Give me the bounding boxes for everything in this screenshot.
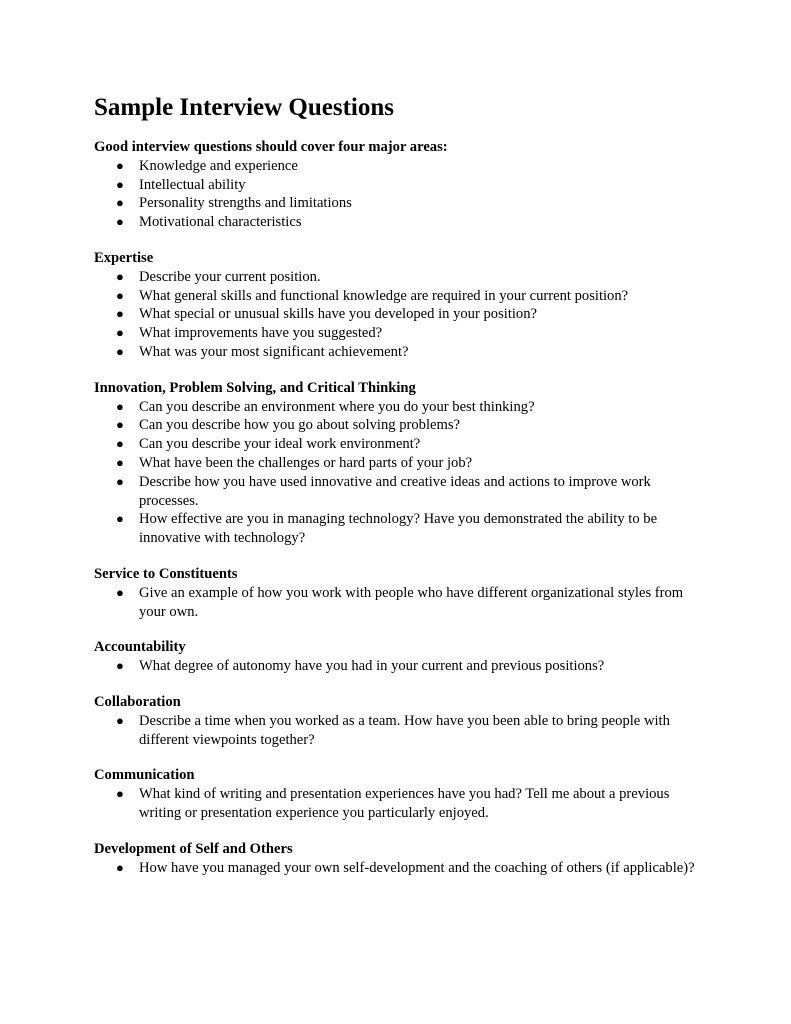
list-item bbox=[94, 859, 704, 878]
page-title: Sample Interview Questions bbox=[94, 94, 394, 121]
list-item bbox=[94, 584, 704, 622]
bullet-icon: ● bbox=[116, 417, 124, 433]
bullet-icon: ● bbox=[116, 859, 124, 875]
list-item-text: What special or unusual skills have you developed in your position? bbox=[139, 306, 538, 323]
bullet-icon: ● bbox=[116, 786, 124, 802]
list-item bbox=[94, 305, 704, 324]
list-item bbox=[94, 785, 704, 823]
bullet-icon: ● bbox=[116, 436, 124, 452]
bullet-icon: ● bbox=[116, 712, 124, 728]
bullet-list bbox=[94, 657, 704, 676]
document-page bbox=[94, 92, 704, 894]
sections-container bbox=[94, 138, 704, 877]
list-item-text: What was your most significant achievement? bbox=[139, 343, 409, 360]
list-item-text: How have you managed your own self-development and the coaching of others (if applicable)? bbox=[139, 859, 695, 876]
section-heading: Innovation, Problem Solving, and Critical Thinking bbox=[94, 379, 416, 396]
list-item bbox=[94, 657, 704, 676]
list-item-text: Give an example of how you work with people who have different organizational styles from your own. bbox=[139, 584, 684, 620]
list-item bbox=[94, 510, 704, 548]
bullet-icon: ● bbox=[116, 398, 124, 414]
bullet-list bbox=[94, 157, 704, 232]
list-item-text: What kind of writing and presentation experiences have you had? Tell me about a previous writing or presentation experience you particularly enjoyed. bbox=[139, 786, 670, 821]
list-item bbox=[94, 157, 704, 176]
list-item bbox=[94, 416, 704, 435]
list-item bbox=[94, 213, 704, 232]
bullet-icon: ● bbox=[116, 473, 124, 489]
bullet-icon: ● bbox=[116, 343, 124, 359]
list-item-text: Describe how you have used innovative and creative ideas and actions to improve work processes. bbox=[139, 473, 651, 509]
bullet-icon: ● bbox=[116, 214, 124, 230]
section-heading: Accountability bbox=[94, 639, 186, 656]
bullet-list bbox=[94, 785, 704, 823]
section bbox=[94, 249, 704, 362]
list-item-text: What improvements have you suggested? bbox=[139, 325, 383, 342]
bullet-icon: ● bbox=[116, 176, 124, 192]
list-item bbox=[94, 287, 704, 306]
bullet-icon: ● bbox=[116, 306, 124, 322]
list-item-text: Knowledge and experience bbox=[139, 157, 298, 174]
list-item bbox=[94, 454, 704, 473]
section bbox=[94, 565, 704, 621]
bullet-icon: ● bbox=[116, 454, 124, 470]
bullet-icon: ● bbox=[116, 584, 124, 600]
list-item-text: What have been the challenges or hard parts of your job? bbox=[139, 454, 473, 471]
bullet-icon: ● bbox=[116, 195, 124, 211]
section-heading: Good interview questions should cover four major areas: bbox=[94, 139, 448, 155]
bullet-list bbox=[94, 859, 704, 878]
list-item bbox=[94, 712, 704, 750]
section-heading: Development of Self and Others bbox=[94, 840, 293, 857]
list-item bbox=[94, 324, 704, 343]
section bbox=[94, 379, 704, 548]
list-item-text: Describe a time when you worked as a team. How have you been able to bring people with different viewpoints together? bbox=[139, 712, 670, 748]
section bbox=[94, 693, 704, 749]
list-item-text: What general skills and functional knowledge are required in your current position? bbox=[139, 287, 629, 304]
list-item-text: Intellectual ability bbox=[139, 176, 246, 193]
bullet-icon: ● bbox=[116, 157, 124, 173]
section-heading: Communication bbox=[94, 767, 195, 784]
bullet-icon: ● bbox=[116, 268, 124, 284]
section bbox=[94, 138, 704, 232]
bullet-list bbox=[94, 398, 704, 548]
list-item bbox=[94, 343, 704, 362]
list-item bbox=[94, 435, 704, 454]
section-heading: Service to Constituents bbox=[94, 565, 238, 582]
list-item-text: Can you describe an environment where you do your best thinking? bbox=[139, 398, 535, 415]
bullet-icon: ● bbox=[116, 511, 124, 527]
bullet-icon: ● bbox=[116, 658, 124, 674]
list-item-text: Can you describe how you go about solving problems? bbox=[139, 417, 461, 434]
section bbox=[94, 766, 704, 822]
bullet-list bbox=[94, 584, 704, 622]
list-item bbox=[94, 473, 704, 511]
list-item bbox=[94, 194, 704, 213]
list-item bbox=[94, 268, 704, 287]
bullet-icon: ● bbox=[116, 287, 124, 303]
bullet-list bbox=[94, 268, 704, 362]
list-item-text: Can you describe your ideal work environment? bbox=[139, 436, 421, 453]
list-item bbox=[94, 398, 704, 417]
list-item-text: Personality strengths and limitations bbox=[139, 195, 352, 212]
bullet-list bbox=[94, 712, 704, 750]
section-heading: Expertise bbox=[94, 249, 154, 266]
section bbox=[94, 840, 704, 878]
bullet-icon: ● bbox=[116, 325, 124, 341]
section bbox=[94, 638, 704, 676]
list-item-text: What degree of autonomy have you had in your current and previous positions? bbox=[139, 658, 605, 675]
list-item bbox=[94, 176, 704, 195]
list-item-text: Describe your current position. bbox=[139, 268, 321, 285]
list-item-text: How effective are you in managing technology? Have you demonstrated the ability to be innovative with technology? bbox=[139, 511, 658, 547]
section-heading: Collaboration bbox=[94, 693, 181, 710]
list-item-text: Motivational characteristics bbox=[139, 214, 302, 231]
